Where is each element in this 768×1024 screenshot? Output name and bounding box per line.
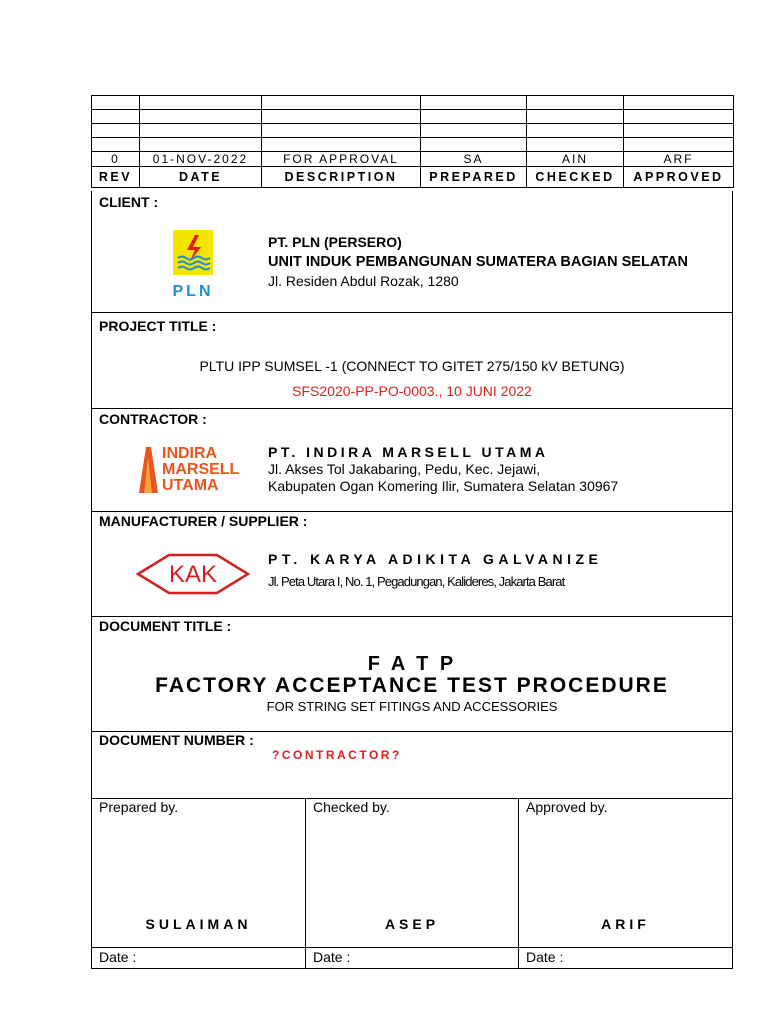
rev-header: REV — [92, 167, 140, 188]
approved-cell: ARF — [624, 152, 734, 167]
project-title: PLTU IPP SUMSEL -1 (CONNECT TO GITET 275/150 kV BETUNG) — [199, 358, 625, 374]
logo-line-marsell: MARSELL — [162, 461, 240, 478]
kak-logo-text: KAK — [168, 561, 218, 588]
description-cell: FOR APPROVAL — [262, 152, 421, 167]
checked-date-field: Date : — [306, 947, 518, 966]
approved-by-label: Approved by. — [526, 799, 608, 815]
client-section — [91, 191, 733, 313]
document-title: FACTORY ACCEPTANCE TEST PROCEDURE — [155, 674, 669, 697]
checked-by-name: ASEP — [384, 916, 440, 932]
document-acronym: F A T P — [367, 653, 457, 675]
prepared-by-label: Prepared by. — [99, 799, 179, 815]
signature-block-checked — [306, 799, 519, 968]
prepared-header: PREPARED — [421, 167, 527, 188]
prepared-date-field: Date : — [92, 947, 305, 966]
contractor-address-line1: Jl. Akses Tol Jakabaring, Pedu, Kec. Jejawi, — [268, 461, 541, 477]
revision-blank-row — [92, 110, 734, 124]
revision-header-row — [92, 167, 734, 188]
document-number-section — [91, 732, 733, 799]
prepared-by-name: SULAIMAN — [145, 916, 252, 932]
manufacturer-section — [91, 512, 733, 617]
project-title-label: PROJECT TITLE : — [99, 318, 217, 334]
signature-block-prepared — [92, 799, 306, 968]
client-address: Jl. Residen Abdul Rozak, 1280 — [268, 273, 459, 289]
pln-logo-text: PLN — [172, 283, 214, 300]
document-subtitle: FOR STRING SET FITINGS AND ACCESSORIES — [266, 699, 558, 714]
client-unit: UNIT INDUK PEMBANGUNAN SUMATERA BAGIAN SELATAN — [268, 254, 688, 270]
rev-cell: 0 — [92, 152, 140, 167]
manufacturer-name: PT. KARYA ADIKITA GALVANIZE — [268, 551, 603, 567]
date-cell: 01-NOV-2022 — [140, 152, 262, 167]
contractor-section — [91, 409, 733, 512]
approved-by-name: ARIF — [601, 916, 650, 932]
contractor-label: CONTRACTOR : — [99, 411, 207, 427]
revision-table — [91, 95, 734, 188]
signature-block-approved — [519, 799, 732, 968]
checked-cell: AIN — [527, 152, 624, 167]
revision-blank-row — [92, 124, 734, 138]
date-header: DATE — [140, 167, 262, 188]
logo-line-utama: UTAMA — [162, 477, 219, 494]
manufacturer-label: MANUFACTURER / SUPPLIER : — [99, 513, 308, 529]
kak-logo — [136, 552, 250, 596]
approved-date-field: Date : — [519, 947, 732, 966]
approved-header: APPROVED — [624, 167, 734, 188]
checked-header: CHECKED — [527, 167, 624, 188]
indira-marsell-logo — [138, 443, 250, 495]
project-reference: SFS2020-PP-PO-0003., 10 JUNI 2022 — [292, 383, 532, 399]
document-number-label: DOCUMENT NUMBER : — [99, 732, 254, 748]
revision-row — [92, 152, 734, 167]
document-title-label: DOCUMENT TITLE : — [99, 618, 232, 634]
checked-by-label: Checked by. — [313, 799, 390, 815]
contractor-address-line2: Kabupaten Ogan Komering Ilir, Sumatera Selatan 30967 — [268, 478, 619, 494]
revision-blank-row — [92, 96, 734, 110]
description-header: DESCRIPTION — [262, 167, 421, 188]
client-label: CLIENT : — [99, 194, 159, 210]
client-name: PT. PLN (PERSERO) — [268, 234, 402, 250]
project-section — [91, 313, 733, 409]
manufacturer-address: Jl. Peta Utara I, No. 1, Pegadungan, Kalideres, Jakarta Barat — [268, 574, 565, 589]
prepared-cell: SA — [421, 152, 527, 167]
pln-logo — [168, 230, 220, 302]
revision-blank-row — [92, 138, 734, 152]
logo-line-indira: INDIRA — [162, 445, 218, 462]
document-number: ?CONTRACTOR? — [272, 748, 402, 762]
contractor-name: PT. INDIRA MARSELL UTAMA — [268, 444, 549, 460]
signature-section — [91, 799, 733, 969]
document-title-section — [91, 617, 733, 732]
